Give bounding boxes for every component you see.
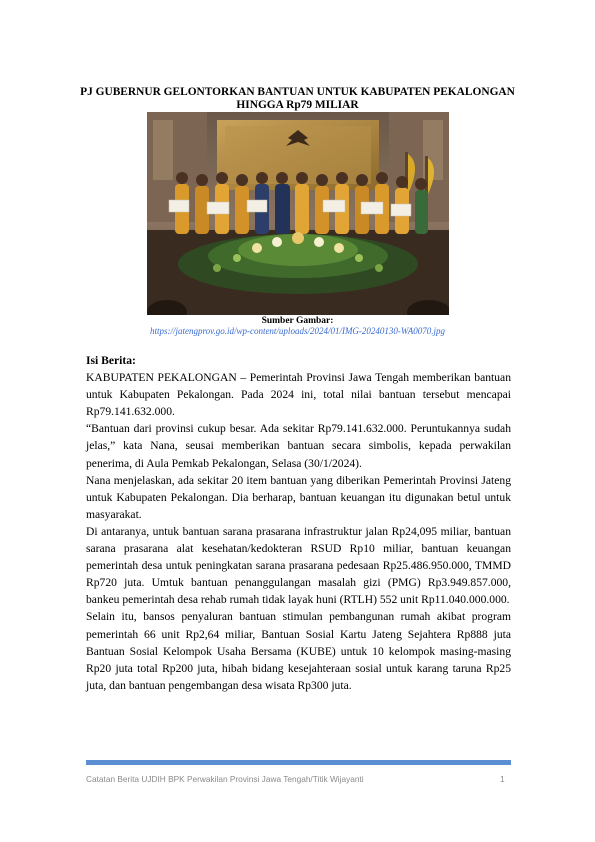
paragraph: “Bantuan dari provinsi cukup besar. Ada sekitar Rp79.141.632.000. Peruntukannya sudah jelas,” kata Nana, seusai memberikan bantuan secara simbolis, kepada perwakilan penerima, di Aula Pemkab Pekalongan, Selasa (30/1/2024). bbox=[86, 422, 511, 470]
image-source-link[interactable]: https://jatengprov.go.id/wp-content/uploads/2024/01/IMG-20240130-WA0070.jpg bbox=[149, 326, 446, 336]
paragraph: Di antaranya, untuk bantuan sarana prasarana infrastruktur jalan Rp24,095 miliar, bantuan sarana prasarana alat kesehatan/kedokteran RSUD Rp10 miliar, bantuan keuangan pemerintah desa untuk peningkatan sarana prasarana pedesaan Rp25.486.950.000, TMMD Rp720 juta. Umtuk bantuan penanggulangan masalah gizi (PMG) Rp3.949.857.000, bankeu pemerintah desa rehab rumah tidak layak huni (RTLH) 552 unit Rp11.040.000.000. bbox=[86, 524, 511, 607]
page-number: 1 bbox=[500, 774, 505, 784]
paragraph: KABUPATEN PEKALONGAN – Pemerintah Provinsi Jawa Tengah memberikan bantuan untuk Kabupaten Pekalongan. Pada 2024 ini, total nilai bantuan tersebut mencapai Rp79.141.632.000. bbox=[86, 371, 511, 419]
footer-text: Catatan Berita UJDIH BPK Perwakilan Provinsi Jawa Tengah/Titik Wijayanti bbox=[86, 774, 364, 784]
footer-divider bbox=[86, 760, 511, 765]
paragraph: Selain itu, bansos penyaluran bantuan stimulan pembangunan rumah akibat program pemerintah 66 unit Rp2,64 miliar, Bantuan Sosial Kartu Jateng Sejahtera Rp888 juta Bantuan Sosial Kelompok Usaha Bersama (KUBE) untuk 10 kelompok masing-masing Rp20 juta total Rp200 juta, hibah bidang kesejahteraan sosial untuk karang taruna Rp25 juta, dan bantuan pengembangan desa wisata Rp300 juta. bbox=[86, 610, 511, 692]
section-heading: Isi Berita: bbox=[86, 354, 136, 367]
document-title: PJ GUBERNUR GELONTORKAN BANTUAN UNTUK KABUPATEN PEKALONGAN HINGGA Rp79 MILIAR bbox=[80, 86, 515, 111]
paragraph: Nana menjelaskan, ada sekitar 20 item bantuan yang diberikan Pemerintah Provinsi Jateng untuk Kabupaten Pekalongan. Dia berharap, bantuan keuangan itu digunakan betul untuk masyarakat. bbox=[86, 473, 511, 521]
ceremony-group-photo bbox=[147, 112, 449, 315]
article-body bbox=[86, 352, 511, 694]
image-caption-label: Sumber Gambar: bbox=[261, 316, 334, 326]
